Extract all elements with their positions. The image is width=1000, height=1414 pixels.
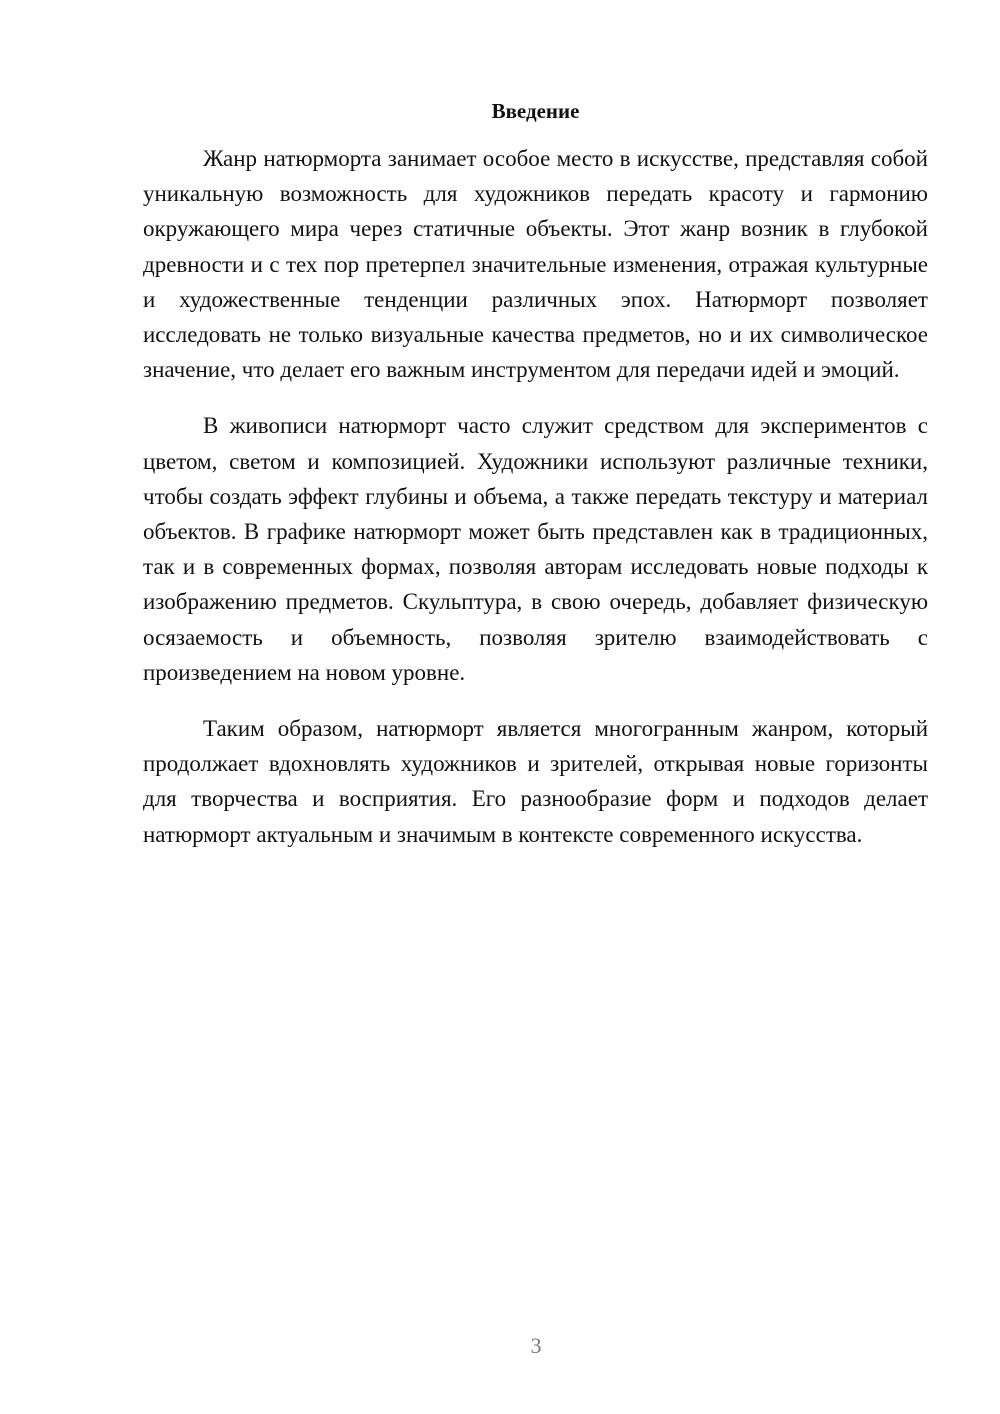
- paragraph-3: Таким образом, натюрморт является многогранным жанром, который продолжает вдохновлять художников и зрителей, открывая новые горизонты для творчества и восприятия. Его разнообразие форм и подходов делает натюрморт актуальным и значимым в контексте современного искусства.: [143, 716, 928, 847]
- paragraph-2: В живописи натюрморт часто служит средством для экспериментов с цветом, светом и композицией. Художники используют различные техники, чтобы создать эффект глубины и объема, а также передать текстуру и материал объектов. В графике натюрморт может быть представлен как в традиционных, так и в современных формах, позволяя авторам исследовать новые подходы к изображению предметов. Скульптура, в свою очередь, добавляет физическую осязаемость и объемность, позволяя зрителю взаимодействовать с произведением на новом уровне.: [143, 413, 928, 685]
- body-text: [143, 141, 928, 873]
- paragraph-1: Жанр натюрморта занимает особое место в искусстве, представляя собой уникальную возможность для художников передать красоту и гармонию окружающего мира через статичные объекты. Этот жанр возник в глубокой древности и с тех пор претерпел значительные изменения, отражая культурные и художественные тенденции различных эпох. Натюрморт позволяет исследовать не только визуальные качества предметов, но и их символическое значение, что делает его важным инструментом для передачи идей и эмоций.: [143, 146, 928, 383]
- section-heading: Введение: [491, 99, 580, 123]
- page-number: 3: [530, 1333, 542, 1358]
